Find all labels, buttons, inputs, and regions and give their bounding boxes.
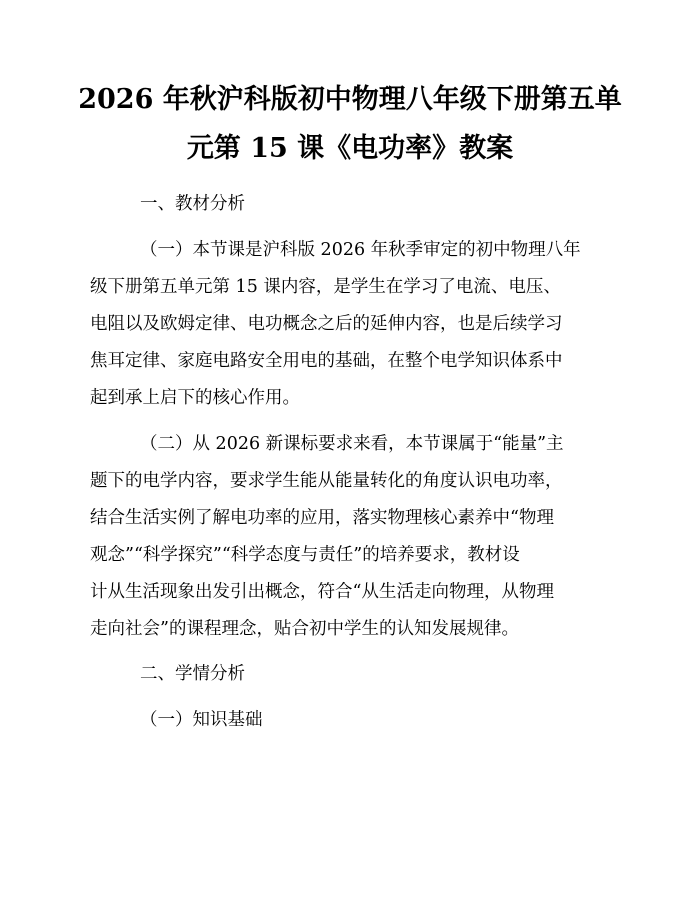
section-heading-student-analysis: 二、学情分析 [140, 664, 245, 684]
section-heading-textbook-analysis: 一、教材分析 [140, 194, 245, 214]
paragraph-line: 起到承上启下的核心作用。 [90, 388, 300, 408]
paragraph-line: 走向社会”的课程理念，贴合初中学生的认知发展规律。 [90, 619, 519, 639]
paragraph-line: 电阻以及欧姆定律、电功概念之后的延伸内容，也是后续学习 [90, 314, 563, 334]
subheading-knowledge-base: （一）知识基础 [140, 710, 263, 730]
paragraph-line: 题下的电学内容，要求学生能从能量转化的角度认识电功率， [90, 471, 563, 491]
document-title-line-2: 元第 15 课《电功率》教案 [186, 133, 514, 164]
paragraph-line: 结合生活实例了解电功率的应用，落实物理核心素养中“物理 [90, 508, 554, 528]
document-title-line-1: 2026 年秋沪科版初中物理八年级下册第五单 [78, 84, 622, 115]
paragraph-line: （一）本节课是沪科版 2026 年秋季审定的初中物理八年 [140, 240, 581, 260]
paragraph-line: （二）从 2026 新课标要求来看，本节课属于“能量”主 [140, 434, 564, 454]
paragraph-line: 焦耳定律、家庭电路安全用电的基础，在整个电学知识体系中 [90, 351, 563, 371]
paragraph-line: 计从生活现象出发引出概念，符合“从生活走向物理，从物理 [90, 582, 554, 602]
paragraph-line: 级下册第五单元第 15 课内容，是学生在学习了电流、电压、 [90, 277, 561, 297]
paragraph-line: 观念”“科学探究”“科学态度与责任”的培养要求，教材设 [90, 545, 520, 565]
